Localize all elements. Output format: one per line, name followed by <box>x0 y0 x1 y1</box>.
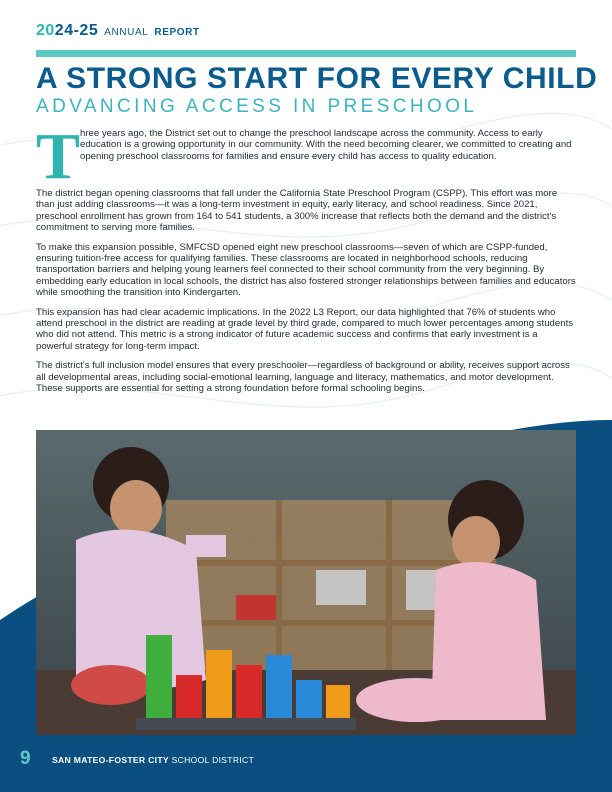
page-title: A STRONG START FOR EVERY CHILD <box>36 62 598 95</box>
body-paragraph: The district's full inclusion model ensures that every preschooler—regardless of background or ability, receives support across all developmental areas, including social-emotional learning, language and literacy, mathematics, and motor development. These supports are essential for setting a strong foundation before formal schooling begins. <box>36 360 570 395</box>
body-paragraph: To make this expansion possible, SMFCSD opened eight new preschool classrooms—seven of which are CSPP-funded, ensuring tuition-free access for qualifying families. These classrooms are located in neighborhood schools, reducing transportation barriers and helping young learners feel connected to their school community from the very beginning. By embedding early education in local schools, the district has also fostered stronger relationships between families and educators while smoothing the transition into Kindergarten. <box>36 241 576 299</box>
district-suffix: SCHOOL DISTRICT <box>171 755 255 765</box>
preschool-photo <box>36 430 576 735</box>
report-label: REPORT <box>154 27 200 38</box>
report-year-suffix: 24-25 <box>54 22 99 39</box>
page-subtitle: ADVANCING ACCESS IN PRESCHOOL <box>36 96 478 117</box>
intro-paragraph: hree years ago, the District set out to change the preschool landscape across the community. Access to early education is a growing opportunity in our community. With the need becoming clearer, we committed to creating and opening preschool classrooms for families and ensure every child has access to quality education. <box>80 128 572 162</box>
body-paragraph: This expansion has had clear academic implications. In the 2022 L3 Report, our data highlighted that 76% of students who attend preschool in the district are reading at grade level by third grade, compared to much lower percentages among students who did not attend. This metric is a strong indicator of future academic success and confirms that early investment is a powerful strategy for long-term impact. <box>36 306 574 352</box>
report-year <box>36 22 98 40</box>
page-number: 9 <box>20 748 31 769</box>
district-name: SAN MATEO-FOSTER CITY <box>52 755 169 765</box>
header-divider <box>36 50 576 57</box>
drop-cap: T <box>36 120 81 193</box>
annual-label: ANNUAL <box>104 27 149 38</box>
photo-illustration <box>36 430 576 735</box>
article-body <box>36 188 576 403</box>
report-header <box>36 22 200 42</box>
body-paragraph: The district began opening classrooms that fall under the California State Preschool Program (CSPP). This effort was more than just adding classrooms—it was a long-term investment in equity, early literacy, and school readiness. Since 2021, preschool enrollment has grown from 164 to 541 students, a 300% increase that reflects both the demand and the district's commitment to serving more families. <box>36 188 558 234</box>
report-year-prefix: 20 <box>36 22 55 39</box>
footer-district <box>52 755 254 765</box>
